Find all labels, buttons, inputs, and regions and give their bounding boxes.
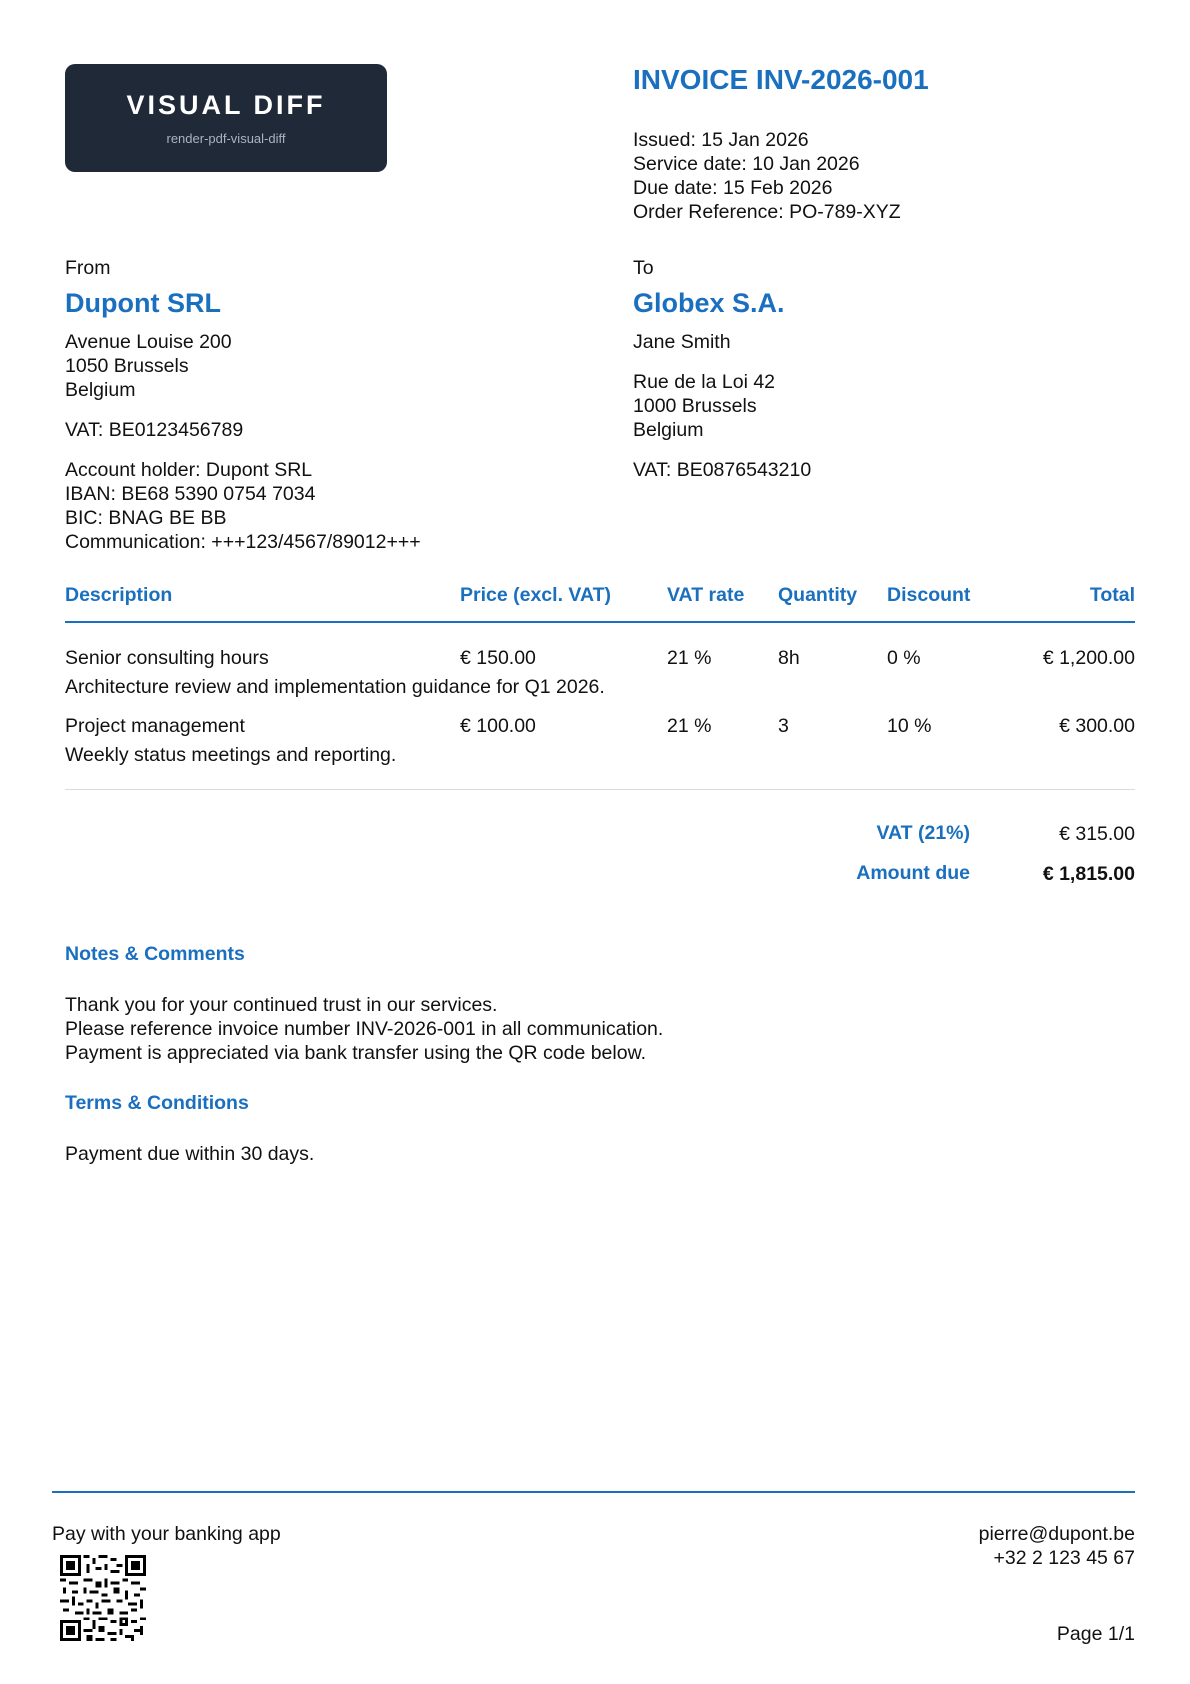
col-vat-rate: VAT rate [667, 584, 778, 622]
footer-contact [835, 1522, 1135, 1570]
vat-total-value: € 315.00 [1059, 823, 1135, 845]
table-row [65, 699, 1135, 738]
line-items-table [65, 584, 1135, 767]
table-divider [65, 789, 1135, 790]
client-vat: VAT: BE0876543210 [633, 459, 812, 481]
due-date: Due date: 15 Feb 2026 [633, 177, 833, 199]
client-name: Globex S.A. [633, 288, 785, 318]
col-description: Description [65, 584, 460, 622]
item-note: Weekly status meetings and reporting. [65, 744, 397, 766]
amount-due-label: Amount due [856, 862, 970, 884]
invoice-meta [633, 128, 901, 224]
address-line: Rue de la Loi 42 [633, 371, 776, 393]
notes-line: Payment is appreciated via bank transfer using the QR code below. [65, 1042, 646, 1064]
bank-details [65, 458, 421, 554]
item-note: Architecture review and implementation guidance for Q1 2026. [65, 676, 605, 698]
amount-due-value: € 1,815.00 [1042, 863, 1135, 885]
logo-subtitle: render-pdf-visual-diff [166, 131, 286, 146]
pay-with-banking-app-label: Pay with your banking app [52, 1523, 281, 1545]
order-reference: Order Reference: PO-789-XYZ [633, 201, 901, 223]
table-header-row [65, 584, 1135, 622]
item-price: € 100.00 [460, 715, 536, 737]
col-discount: Discount [887, 584, 1015, 622]
sender-vat: VAT: BE0123456789 [65, 419, 244, 441]
bic: BIC: BNAG BE BB [65, 507, 227, 529]
item-description: Senior consulting hours [65, 647, 269, 669]
vat-total-label: VAT (21%) [876, 822, 970, 844]
issued-date: Issued: 15 Jan 2026 [633, 129, 809, 151]
notes-line: Thank you for your continued trust in our services. [65, 994, 498, 1016]
col-quantity: Quantity [778, 584, 887, 622]
contact-email[interactable]: pierre@dupont.be [978, 1523, 1135, 1545]
item-quantity: 3 [778, 715, 789, 737]
sender-name: Dupont SRL [65, 288, 221, 318]
account-holder: Account holder: Dupont SRL [65, 459, 313, 481]
client-address [633, 370, 775, 442]
table-row-note [65, 738, 1135, 767]
address-line: Avenue Louise 200 [65, 331, 232, 353]
table-row-note [65, 670, 1135, 699]
item-description: Project management [65, 715, 245, 737]
page-number: Page 1/1 [1056, 1623, 1135, 1645]
notes-line: Please reference invoice number INV-2026-001 in all communication. [65, 1018, 664, 1040]
item-discount: 10 % [887, 715, 932, 737]
client-contact: Jane Smith [633, 331, 731, 353]
item-vat-rate: 21 % [667, 647, 712, 669]
from-label: From [65, 257, 111, 279]
terms-text: Payment due within 30 days. [65, 1143, 315, 1165]
item-vat-rate: 21 % [667, 715, 712, 737]
footer-divider [52, 1491, 1135, 1493]
payment-qr-code [60, 1555, 146, 1641]
notes-text [65, 993, 663, 1065]
terms-heading: Terms & Conditions [65, 1092, 249, 1114]
company-logo [65, 64, 387, 172]
table-row [65, 622, 1135, 670]
col-total: Total [1015, 584, 1135, 622]
address-line: Belgium [65, 379, 136, 401]
address-line: 1000 Brussels [633, 395, 757, 417]
address-line: Belgium [633, 419, 704, 441]
sender-address [65, 330, 232, 402]
item-quantity: 8h [778, 647, 800, 669]
notes-heading: Notes & Comments [65, 943, 245, 965]
iban: IBAN: BE68 5390 0754 7034 [65, 483, 316, 505]
contact-phone: +32 2 123 45 67 [993, 1547, 1135, 1569]
item-total: € 1,200.00 [1042, 647, 1135, 669]
logo-title: VISUAL DIFF [126, 90, 326, 120]
item-price: € 150.00 [460, 647, 536, 669]
to-label: To [633, 257, 654, 279]
item-total: € 300.00 [1059, 715, 1135, 737]
service-date: Service date: 10 Jan 2026 [633, 153, 860, 175]
payment-communication: Communication: +++123/4567/89012+++ [65, 531, 421, 553]
item-discount: 0 % [887, 647, 921, 669]
invoice-title: INVOICE INV-2026-001 [633, 64, 929, 95]
col-price: Price (excl. VAT) [460, 584, 667, 622]
address-line: 1050 Brussels [65, 355, 189, 377]
